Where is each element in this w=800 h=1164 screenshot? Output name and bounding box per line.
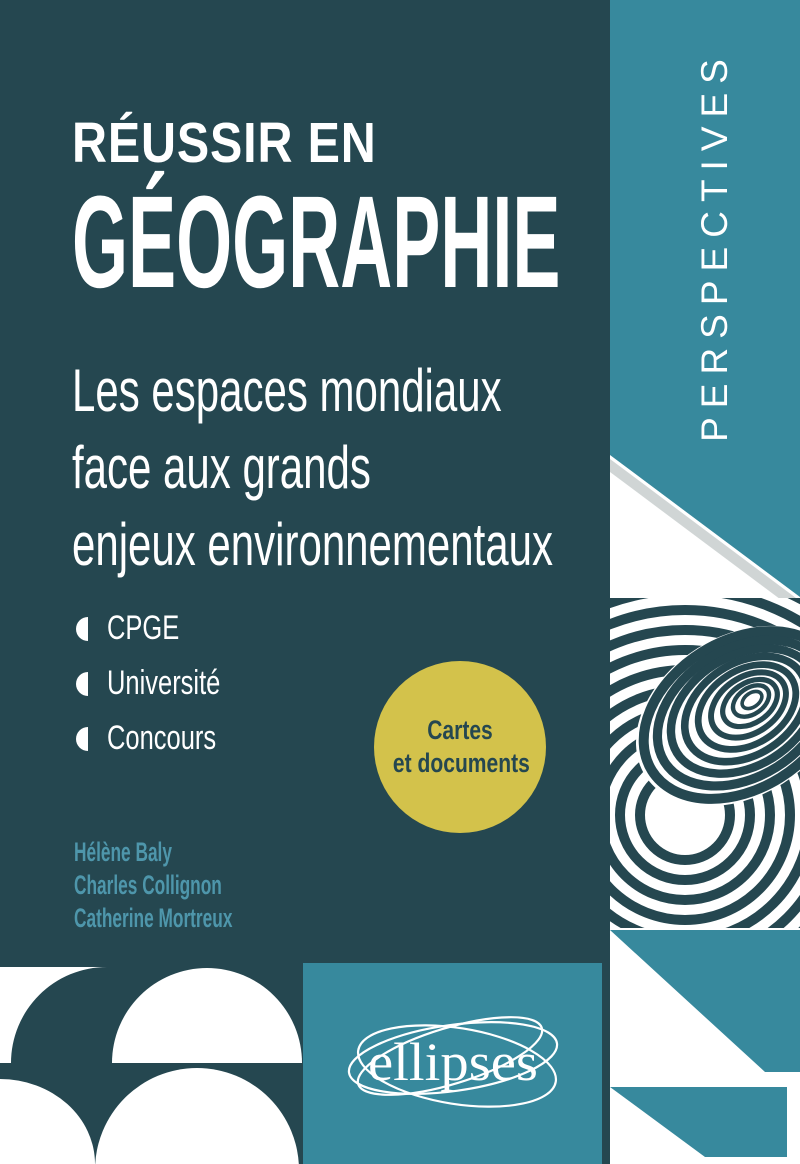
collection-name-vertical: PERSPECTIVES (694, 50, 735, 442)
audience-list (76, 601, 258, 766)
half-disc-bullet-icon (76, 617, 88, 641)
triangle-blocks-graphic (610, 928, 800, 1164)
publisher-panel (303, 963, 602, 1164)
subtitle-line-1: Les espaces mondiaux (72, 357, 502, 424)
ellipses-logo (323, 988, 583, 1138)
half-disc-bullet-icon (76, 672, 88, 696)
subtitle-line-2: face aux grands (72, 434, 371, 501)
badge-line-1: Cartes (427, 715, 493, 745)
author-name: Catherine Mortreux (74, 903, 233, 933)
half-disc-bullet-icon (76, 727, 88, 751)
badge-line-2: et documents (392, 748, 530, 778)
audience-label: CPGE (107, 609, 180, 647)
audience-label: Concours (107, 719, 217, 757)
corner-quarter-disc-shape (0, 1079, 95, 1164)
author-name: Charles Collignon (74, 870, 222, 900)
audience-item-concours (76, 711, 258, 766)
content-badge (374, 661, 546, 833)
bottom-left-shapes (0, 960, 310, 1164)
op-art-spiral-graphic (610, 598, 800, 928)
audience-item-cpge (76, 601, 258, 656)
audience-label: Université (107, 664, 221, 702)
title-line-2: GÉOGRAPHIE (72, 168, 561, 315)
audience-item-universite (76, 656, 258, 711)
authors-block (74, 836, 322, 935)
author-name: Hélène Baly (74, 837, 172, 867)
square-minus-quarter-shape (0, 967, 107, 1063)
title-line-1: RÉUSSIR EN (72, 111, 377, 175)
disc-shape (95, 1068, 299, 1164)
subtitle-line-3: enjeux environnementaux (72, 511, 553, 578)
half-disc-shape (112, 968, 302, 1063)
subtitle (72, 352, 553, 583)
publisher-wordmark: ellipses (368, 1032, 538, 1092)
